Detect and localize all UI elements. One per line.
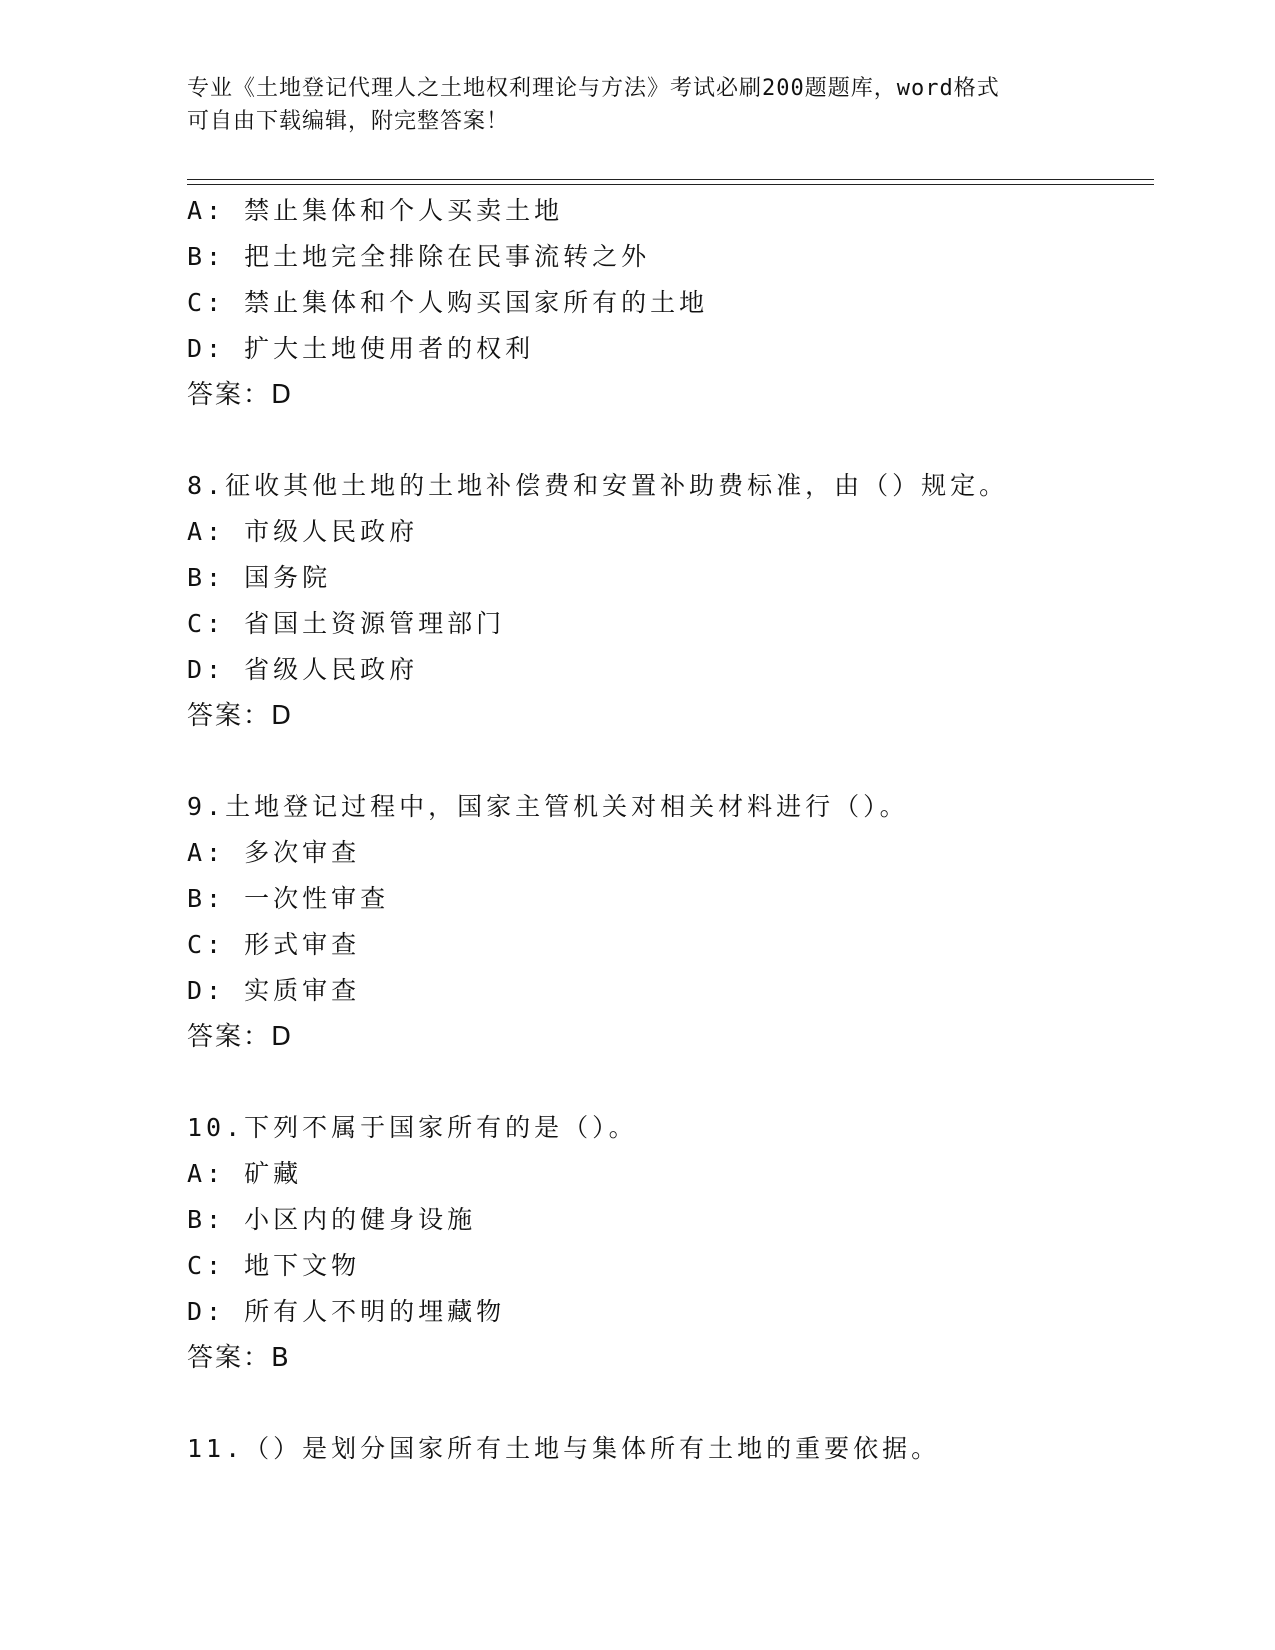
- header-rule-bottom: [187, 184, 1154, 185]
- option-b: B: 一次性审查: [187, 884, 390, 913]
- question-stem: 10.下列不属于国家所有的是（）。: [187, 1113, 638, 1142]
- option-a: A: 禁止集体和个人买卖土地: [187, 196, 564, 225]
- option-b: B: 国务院: [187, 563, 332, 592]
- option-a: A: 矿藏: [187, 1159, 303, 1188]
- answer: 答案：D: [187, 701, 294, 731]
- option-a: A: 市级人民政府: [187, 517, 419, 546]
- answer: 答案：B: [187, 1343, 291, 1373]
- option-c: C: 地下文物: [187, 1251, 361, 1280]
- question-stem: 11.（）是划分国家所有土地与集体所有土地的重要依据。: [187, 1434, 941, 1463]
- header-rule-top: [187, 179, 1154, 180]
- header-line-1: 专业《土地登记代理人之土地权利理论与方法》考试必刷200题题库，word格式: [187, 76, 1000, 101]
- question-list: [187, 188, 1147, 1472]
- document-header: [187, 72, 1067, 138]
- option-d: D: 扩大土地使用者的权利: [187, 334, 535, 363]
- question-stem: 8.征收其他土地的土地补偿费和安置补助费标准，由（）规定。: [187, 471, 1009, 500]
- question-9: [187, 784, 1147, 1060]
- option-d: D: 所有人不明的埋藏物: [187, 1297, 506, 1326]
- option-d: D: 省级人民政府: [187, 655, 419, 684]
- answer: 答案：D: [187, 380, 294, 410]
- option-b: B: 把土地完全排除在民事流转之外: [187, 242, 651, 271]
- question-8: [187, 463, 1147, 739]
- option-c: C: 禁止集体和个人购买国家所有的土地: [187, 288, 709, 317]
- header-line-2: 可自由下载编辑，附完整答案！: [187, 109, 510, 134]
- option-b: B: 小区内的健身设施: [187, 1205, 477, 1234]
- question-10: [187, 1105, 1147, 1381]
- option-d: D: 实质审查: [187, 976, 361, 1005]
- question-7-continued: [187, 188, 1147, 418]
- option-c: C: 省国土资源管理部门: [187, 609, 506, 638]
- question-11: [187, 1426, 1147, 1472]
- question-stem: 9.土地登记过程中，国家主管机关对相关材料进行（）。: [187, 792, 909, 821]
- option-a: A: 多次审查: [187, 838, 361, 867]
- option-c: C: 形式审查: [187, 930, 361, 959]
- answer: 答案：D: [187, 1022, 294, 1052]
